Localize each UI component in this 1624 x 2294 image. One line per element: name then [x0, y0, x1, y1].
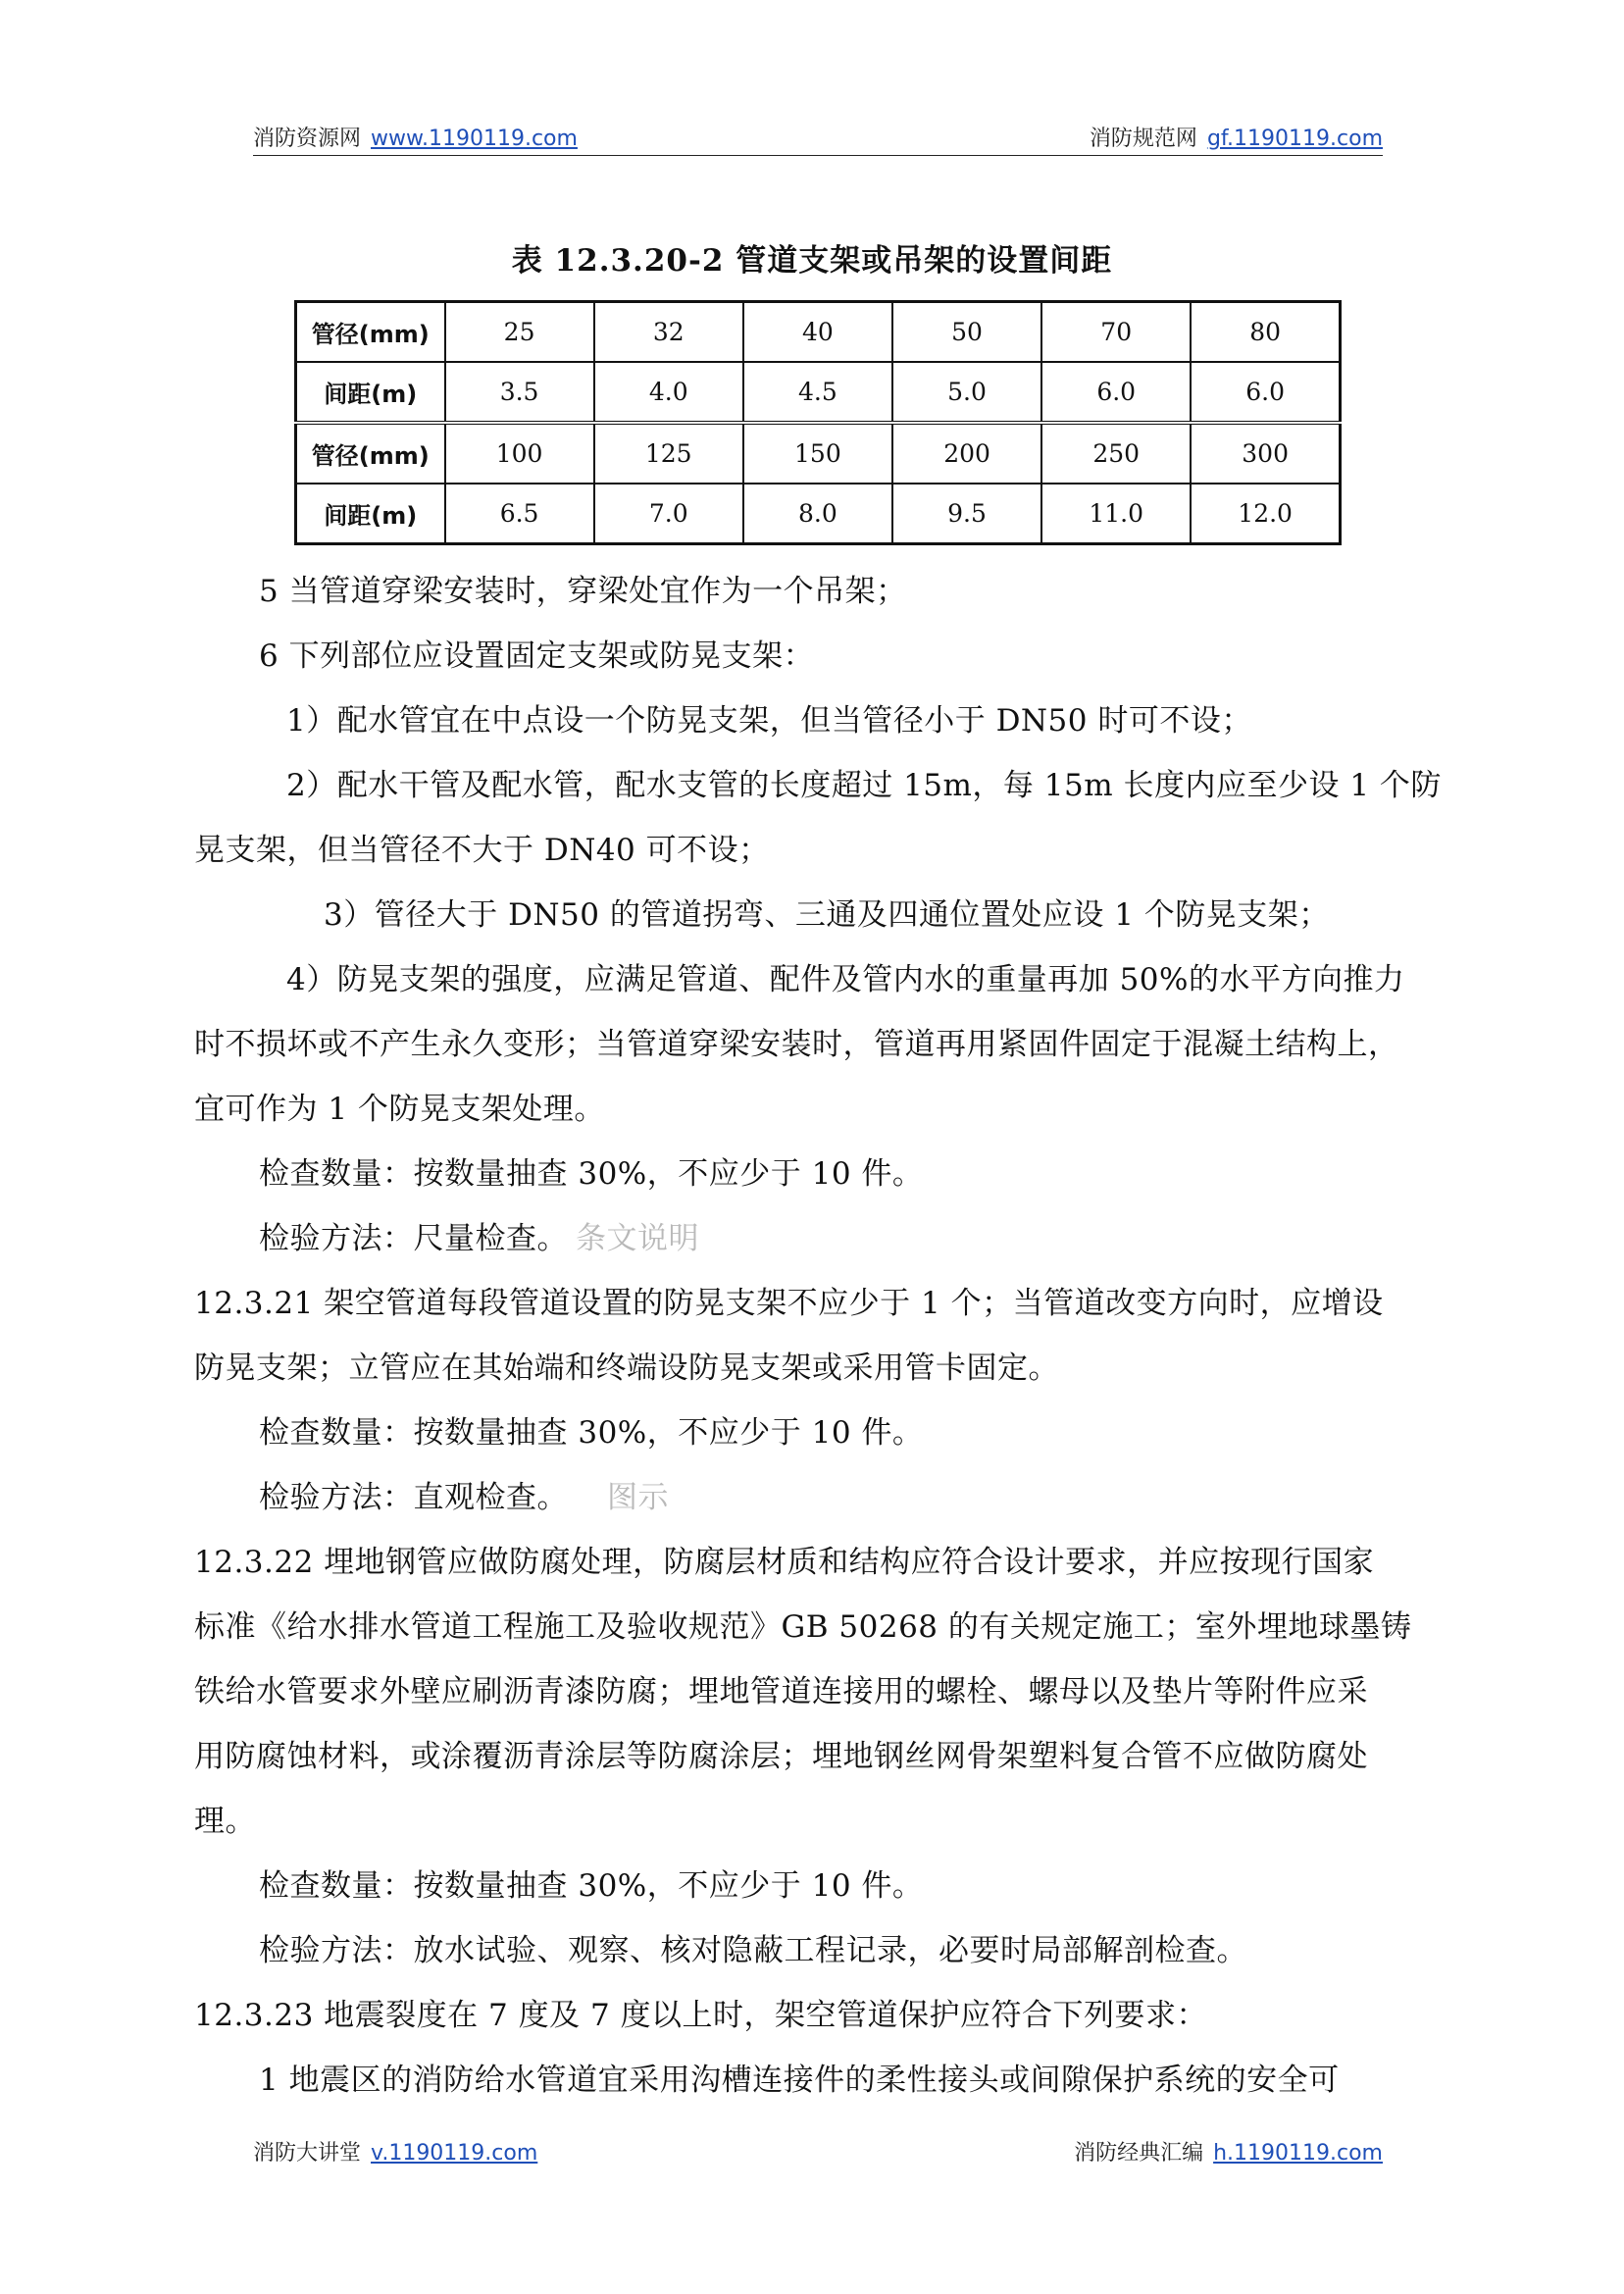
table-row [296, 362, 1341, 423]
clause-12-3-22-line-3: 铁给水管要求外壁应刷沥青漆防腐；埋地管道连接用的螺栓、螺母以及垫片等附件应采 [194, 1674, 1368, 1709]
clause-12-3-22-line-5: 理。 [194, 1804, 256, 1839]
table-cell: 150 [743, 423, 892, 484]
sub-item-3: 3）管径大于 DN50 的管道拐弯、三通及四通位置处应设 1 个防晃支架； [324, 897, 1330, 933]
table-cell: 5.0 [892, 362, 1041, 423]
table-cell: 25 [445, 302, 594, 362]
header-right [1090, 122, 1383, 152]
sub-item-1: 1）配水管宜在中点设一个防晃支架，但当管径小于 DN50 时可不设； [286, 703, 1252, 739]
table-cell: 200 [892, 423, 1041, 484]
table-row [296, 423, 1341, 484]
table-cell: 6.0 [1191, 362, 1340, 423]
row-header: 间距(m) [296, 362, 445, 423]
clause-12-3-21-line-2: 防晃支架；立管应在其始端和终端设防晃支架或采用管卡固定。 [194, 1351, 1059, 1386]
table-cell: 12.0 [1191, 484, 1340, 544]
page-footer [253, 2130, 1383, 2169]
table-cell: 9.5 [892, 484, 1041, 544]
table-row [296, 302, 1341, 362]
check-quantity-2: 检查数量：按数量抽查 30%，不应少于 10 件。 [259, 1415, 924, 1451]
clause-12-3-22-line-2: 标准《给水排水管道工程施工及验收规范》GB 50268 的有关规定施工；室外埋地球墨铸 [194, 1609, 1412, 1645]
header-right-link[interactable]: gf.1190119.com [1206, 127, 1383, 151]
table-cell: 250 [1041, 423, 1191, 484]
page-header [253, 116, 1383, 156]
header-left [253, 122, 578, 152]
footer-left-link[interactable]: v.1190119.com [371, 2141, 538, 2166]
clause-12-3-21-line-1: 12.3.21 架空管道每段管道设置的防晃支架不应少于 1 个；当管道改变方向时，应增设 [194, 1286, 1384, 1321]
header-right-name: 消防规范网 [1089, 127, 1197, 151]
footer-right [1074, 2136, 1383, 2167]
sub-item-2-line-2: 晃支架，但当管径不大于 DN40 可不设； [194, 833, 770, 868]
row-header: 管径(mm) [296, 423, 445, 484]
table-cell: 7.0 [594, 484, 743, 544]
table-cell: 70 [1041, 302, 1191, 362]
item-5: 5 当管道穿梁安装时，穿梁处宜作为一个吊架； [259, 574, 907, 609]
sub-item-4-line-1: 4）防晃支架的强度，应满足管道、配件及管内水的重量再加 50%的水平方向推力 [286, 962, 1405, 997]
check-method-3: 检验方法：放水试验、观察、核对隐蔽工程记录，必要时局部解剖检查。 [259, 1933, 1247, 1968]
table-cell: 50 [892, 302, 1041, 362]
table-cell: 11.0 [1041, 484, 1191, 544]
clause-12-3-22-line-1: 12.3.22 埋地钢管应做防腐处理，防腐层材质和结构应符合设计要求，并应按现行国家 [194, 1545, 1375, 1580]
table-cell: 4.0 [594, 362, 743, 423]
check-quantity-3: 检查数量：按数量抽查 30%，不应少于 10 件。 [259, 1868, 924, 1904]
footer-right-name: 消防经典汇编 [1074, 2141, 1204, 2166]
table-cell: 125 [594, 423, 743, 484]
row-header: 管径(mm) [296, 302, 445, 362]
check-method-1-text: 检验方法：尺量检查。 [259, 1221, 568, 1256]
table-caption: 表 12.3.20-2 管道支架或吊架的设置间距 [511, 243, 1113, 279]
clause-12-3-23-line-1: 12.3.23 地震裂度在 7 度及 7 度以上时，架空管道保护应符合下列要求： [194, 1998, 1208, 2033]
table-cell: 300 [1191, 423, 1340, 484]
pipe-support-spacing-table [294, 300, 1342, 545]
clause-12-3-22-line-4: 用防腐蚀材料，或涂覆沥青涂层等防腐涂层；埋地钢丝网骨架塑料复合管不应做防腐处 [194, 1739, 1368, 1774]
check-method-1 [259, 1206, 1504, 1271]
clause-explanation-link[interactable]: 条文说明 [576, 1221, 699, 1256]
sub-item-4-line-3: 宜可作为 1 个防晃支架处理。 [194, 1092, 605, 1127]
check-quantity-1: 检查数量：按数量抽查 30%，不应少于 10 件。 [259, 1156, 924, 1192]
table-cell: 100 [445, 423, 594, 484]
table-cell: 6.0 [1041, 362, 1191, 423]
check-method-2 [259, 1465, 1504, 1530]
header-left-name: 消防资源网 [253, 127, 362, 151]
header-left-link[interactable]: www.1190119.com [371, 127, 578, 151]
table-cell: 32 [594, 302, 743, 362]
table-cell: 6.5 [445, 484, 594, 544]
sub-item-2-line-1: 2）配水干管及配水管，配水支管的长度超过 15m，每 15m 长度内应至少设 1 个防 [286, 768, 1442, 803]
table-cell: 8.0 [743, 484, 892, 544]
table-cell: 4.5 [743, 362, 892, 423]
row-header: 间距(m) [296, 484, 445, 544]
table-row [296, 484, 1341, 544]
footer-right-link[interactable]: h.1190119.com [1213, 2141, 1383, 2166]
table-cell: 80 [1191, 302, 1340, 362]
footer-left [253, 2136, 537, 2167]
footer-left-name: 消防大讲堂 [253, 2141, 362, 2166]
check-method-2-text: 检验方法：直观检查。 [259, 1480, 568, 1515]
sub-item-4-line-2: 时不损坏或不产生永久变形；当管道穿梁安装时，管道再用紧固件固定于混凝土结构上， [194, 1027, 1399, 1062]
table-cell: 3.5 [445, 362, 594, 423]
diagram-link[interactable]: 图示 [607, 1480, 669, 1515]
clause-12-3-23-item-1: 1 地震区的消防给水管道宜采用沟槽连接件的柔性接头或间隙保护系统的安全可 [259, 2063, 1340, 2098]
item-6: 6 下列部位应设置固定支架或防晃支架： [259, 638, 815, 674]
table-cell: 40 [743, 302, 892, 362]
